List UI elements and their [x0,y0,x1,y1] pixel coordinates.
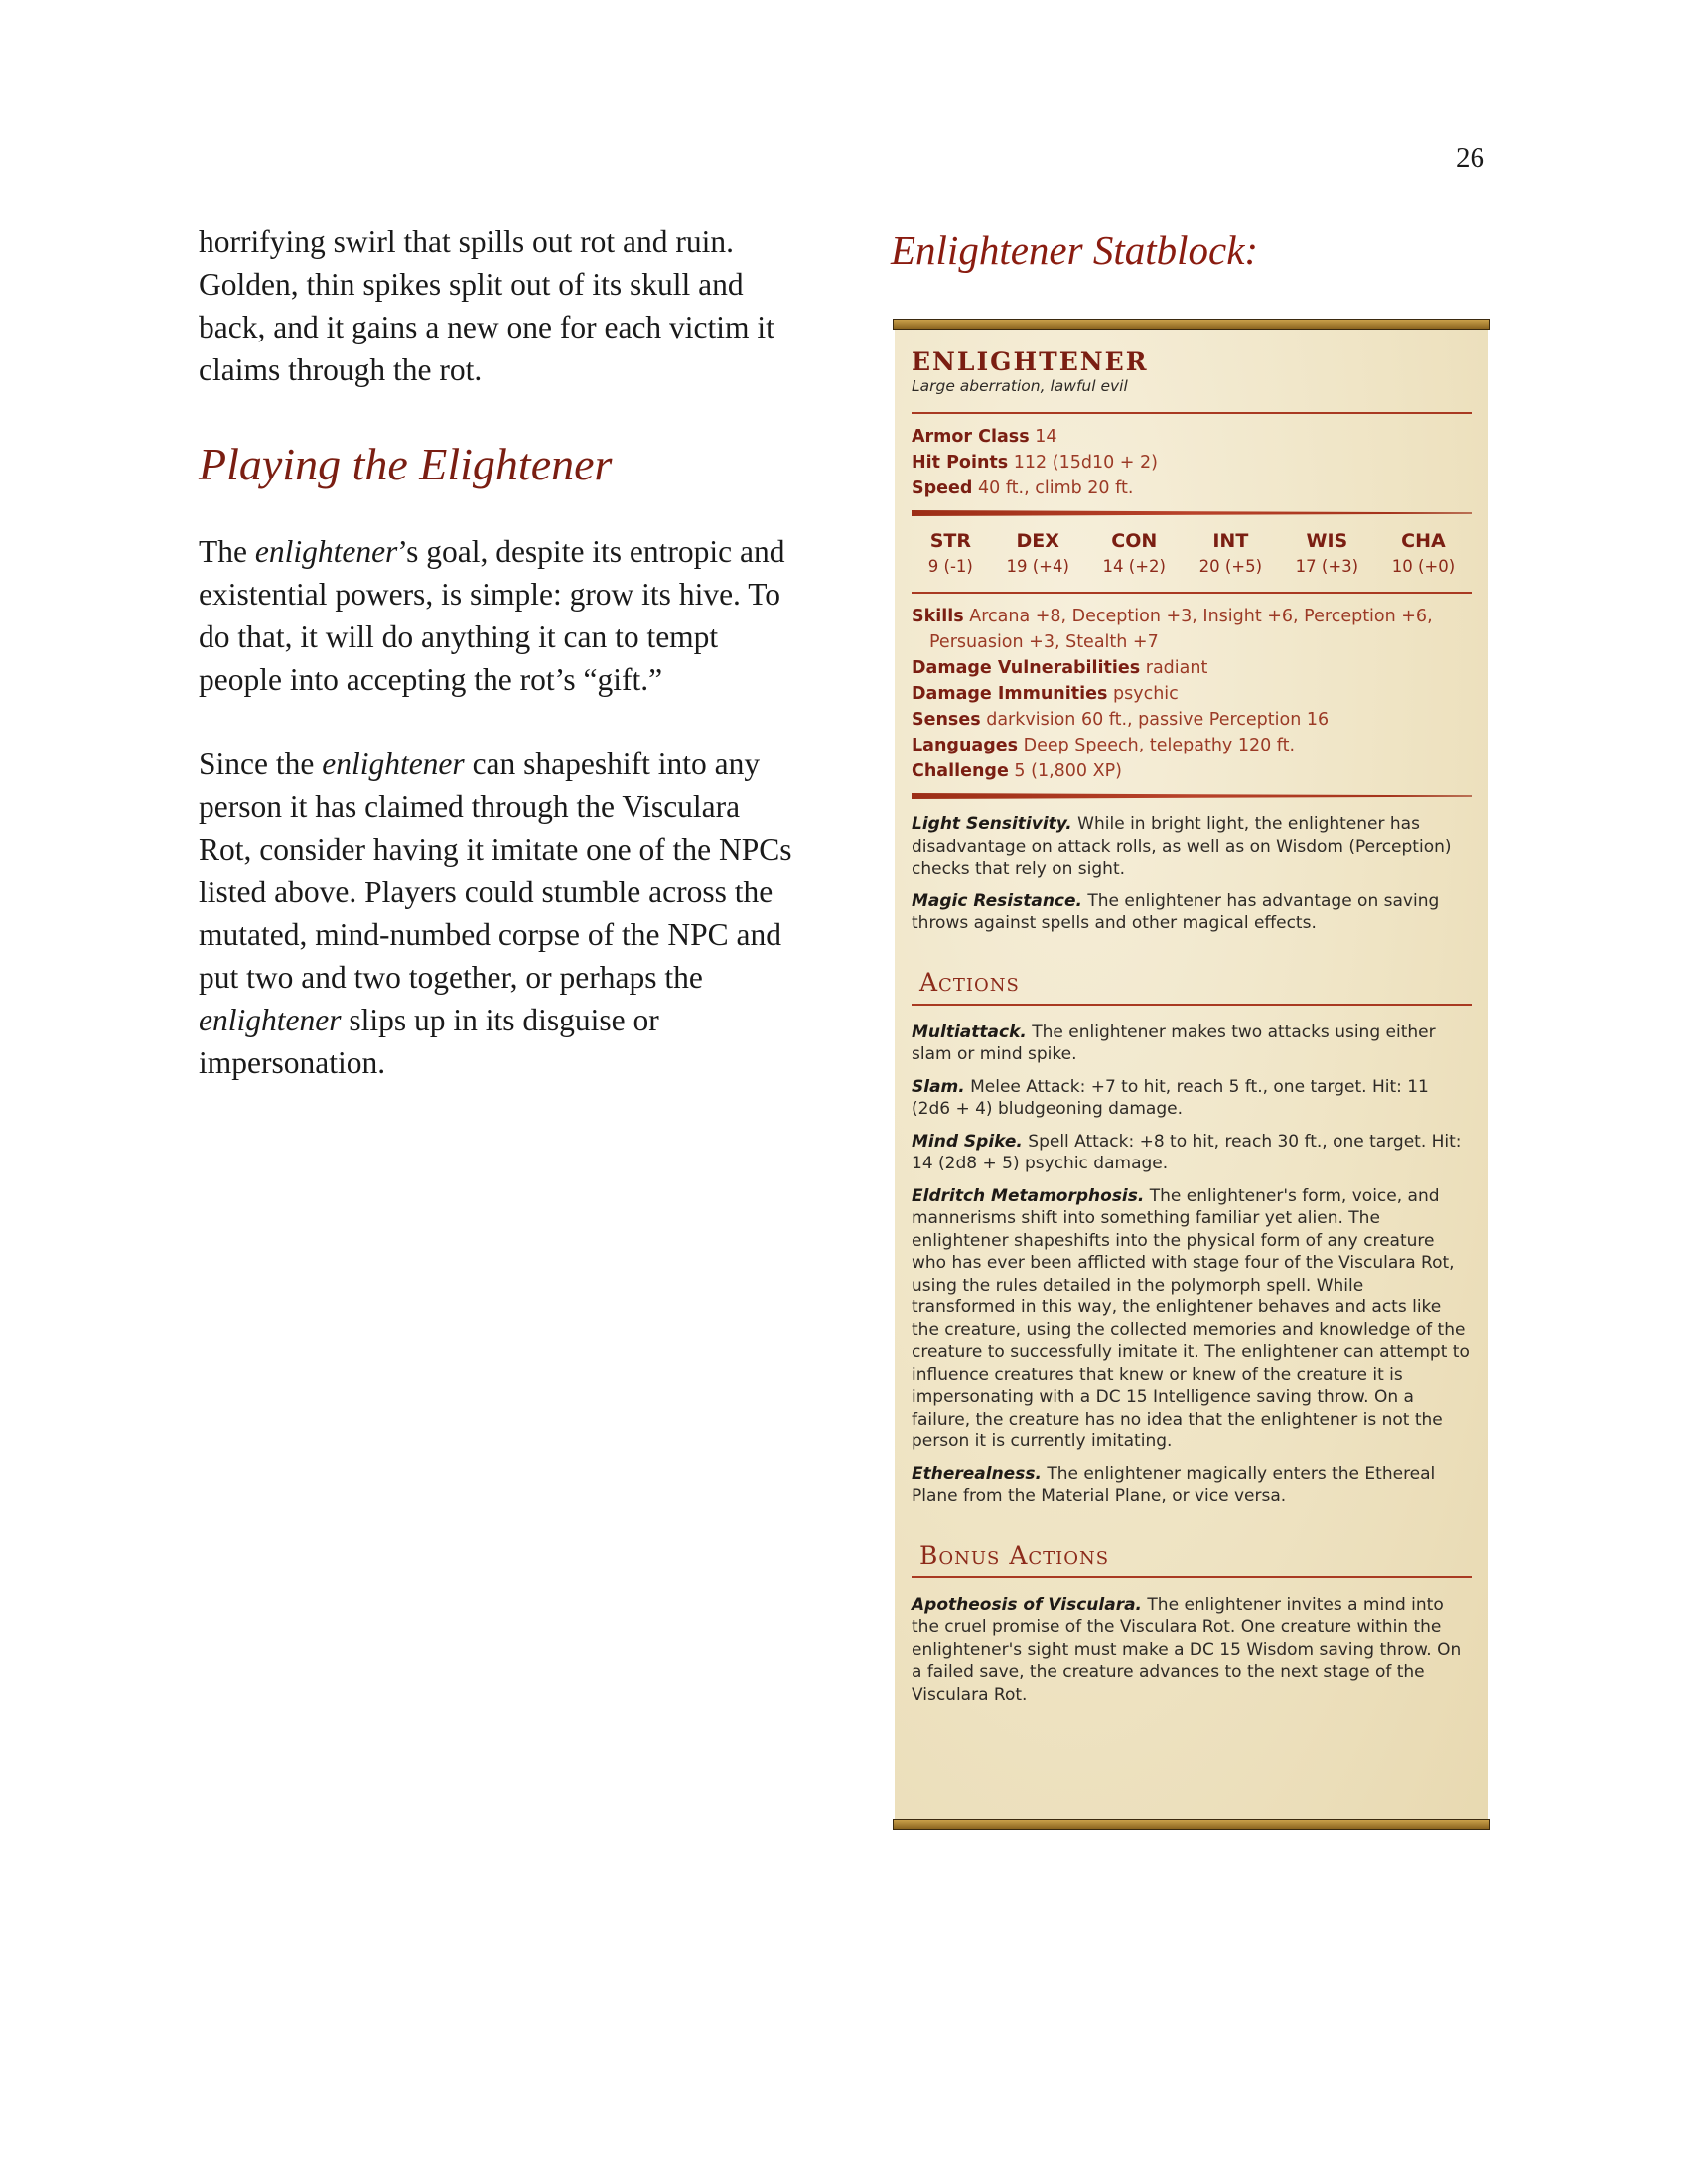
statblock-bottom-border [893,1819,1490,1830]
divider [912,1576,1472,1578]
prop-label: Languages [912,736,1019,755]
text-run: can shapeshift into any person it has claimed through the Visculara Rot, consider having it imitate one of the NPCs listed above. Players could stumble across the mutated, mind-numbed corpse of the NPC and put two and two together, or perhaps the [199,747,792,995]
ability-value: 20 (+5) [1198,557,1263,576]
ability-name: CON [1111,530,1158,552]
ability-dex [1006,530,1068,578]
creature-type: Large aberration, lawful evil [912,377,1128,395]
ability-wis [1296,530,1358,578]
divider [912,1004,1472,1006]
statblock-top-border [893,319,1490,330]
ability-name: INT [1212,530,1249,552]
prop-label: Speed [912,478,973,498]
actions-heading: Actions [919,967,1020,997]
prop-value: Persuasion +3, Stealth +7 [929,632,1159,652]
text-run: slips up in its disguise or impersonation. [199,1003,659,1080]
prop-value: Deep Speech, telepathy 120 ft. [1023,736,1296,755]
prop-value: radiant [1145,658,1208,678]
trait-text: The enlightener has advantage on saving throws against spells and other magical effects. [912,890,1440,933]
senses [912,709,1472,732]
prop-value: 40 ft., climb 20 ft. [977,478,1134,498]
skills [912,606,1472,628]
intro-line: horrifying swirl that spills out rot and ruin. [199,224,734,259]
prop-value: psychic [1113,684,1179,704]
ability-con [1103,530,1166,578]
emphasis: enlightener [199,1003,342,1037]
ability-value: 10 (+0) [1391,557,1456,576]
action-name: Multiattack. [912,1022,1027,1042]
text-run: Since the [199,747,323,781]
trait-name: Light Sensitivity. [912,814,1072,834]
action-name: Slam. [912,1076,965,1097]
prop-label: Damage Vulnerabilities [912,658,1141,678]
creature-name: ENLIGHTENER [912,347,1149,376]
action-text: Spell Attack: +8 to hit, reach 30 ft., one target. Hit: 14 (2d8 + 5) psychic damage. [912,1131,1462,1173]
statblock-heading: Enlightener Statblock: [891,227,1259,273]
ability-name: DEX [1016,530,1059,552]
statblock-card [895,321,1488,1828]
damage-vulnerabilities [912,657,1472,680]
section-heading: Playing the Elightener [199,439,613,489]
prop-label: Senses [912,710,981,730]
action-text: Melee Attack: +7 to hit, reach 5 ft., one target. Hit: 11 (2d6 + 4) bludgeoning damage. [912,1076,1429,1119]
ability-int [1199,530,1262,578]
trait-magic-resistance [912,890,1472,935]
page-number: 26 [1456,142,1484,174]
ability-name: WIS [1306,530,1348,552]
action-eldritch-metamorphosis [912,1185,1472,1453]
bonus-actions-heading: Bonus Actions [919,1540,1110,1570]
left-column [199,220,794,1084]
action-etherealness [912,1463,1472,1508]
action-name: Apotheosis of Visculara. [912,1594,1143,1615]
ability-cha [1392,530,1455,578]
divider-thick [912,510,1472,516]
divider [912,592,1472,594]
action-name: Eldritch Metamorphosis. [912,1185,1145,1206]
challenge [912,760,1472,783]
speed [912,478,1472,500]
goal-paragraph [199,530,794,701]
shapeshift-paragraph [199,743,794,1084]
ability-scores [912,530,1472,578]
action-text: The enlightener magically enters the Ethereal Plane from the Material Plane, or vice versa. [912,1463,1436,1506]
action-text: The enlightener makes two attacks using either slam or mind spike. [912,1022,1436,1064]
action-multiattack [912,1022,1472,1066]
trait-name: Magic Resistance. [912,890,1082,911]
ability-name: STR [929,530,971,552]
action-slam [912,1076,1472,1121]
prop-value: darkvision 60 ft., passive Perception 16 [986,710,1330,730]
ability-name: CHA [1401,530,1446,552]
divider-thick [912,793,1472,799]
prop-label: Armor Class [912,427,1030,447]
action-name: Mind Spike. [912,1131,1023,1152]
trait-light-sensitivity [912,813,1472,881]
prop-label: Damage Immunities [912,684,1108,704]
divider [912,412,1472,414]
intro-paragraph [199,220,794,391]
action-mind-spike [912,1131,1472,1175]
armor-class [912,426,1472,449]
text-run: The [199,534,255,569]
action-text: The enlightener invites a mind into the cruel promise of the Visculara Rot. One creature within the enlightener's sight must make a DC 15 Wisdom saving throw. On a failed save, the creature advances to the next stage of the Visculara Rot. [912,1594,1462,1705]
action-text: The enlightener's form, voice, and mannerisms shift into something familiar yet alien. The enlightener shapeshifts into the physical form of any creature who has ever been afflicted with stage four of the Visculara Rot, using the rules detailed in the polymorph spell. While transformed in this way, the enlightener behaves and acts like the creature, using the collected memories and knowledge of the creature to successfully imitate it. The enlightener can attempt to influence creatures that knew or knew of the creature it is impersonating with a DC 15 Intelligence saving throw. On a failure, the creature has no idea that the enlightener is not the person it is currently imitating. [912,1185,1470,1451]
prop-label: Skills [912,607,964,626]
prop-value: 112 (15d10 + 2) [1013,453,1158,473]
skills-continued [912,631,1472,654]
emphasis: enlightener [322,747,465,781]
prop-value: 5 (1,800 XP) [1014,761,1122,781]
ability-value: 19 (+4) [1006,557,1069,576]
action-name: Etherealness. [912,1463,1042,1484]
trait-text: While in bright light, the enlightener has disadvantage on attack rolls, as well as on Wisdom (Perception) checks that rely on sight. [912,814,1452,879]
intro-line: claims through the rot. [199,352,483,387]
ability-value: 9 (-1) [927,557,973,576]
prop-value: Arcana +8, Deception +3, Insight +6, Perception +6, [969,607,1433,626]
prop-label: Hit Points [912,453,1009,473]
ability-str [928,530,973,578]
emphasis: enlightener [254,534,398,569]
ability-value: 14 (+2) [1102,557,1166,576]
prop-label: Challenge [912,761,1009,781]
intro-line: back, and it gains a new one for each victim it [199,310,774,344]
languages [912,735,1472,757]
prop-value: 14 [1035,427,1057,447]
bonus-action-apotheosis [912,1594,1472,1706]
text-run: ’s goal, despite its entropic and existential powers, is simple: grow its hive. To do that, it will do anything it can to tempt people into accepting the rot’s “gift.” [199,534,785,697]
damage-immunities [912,683,1472,706]
intro-line: Golden, thin spikes split out of its skull and [199,267,744,302]
hit-points [912,452,1472,475]
ability-value: 17 (+3) [1295,557,1359,576]
